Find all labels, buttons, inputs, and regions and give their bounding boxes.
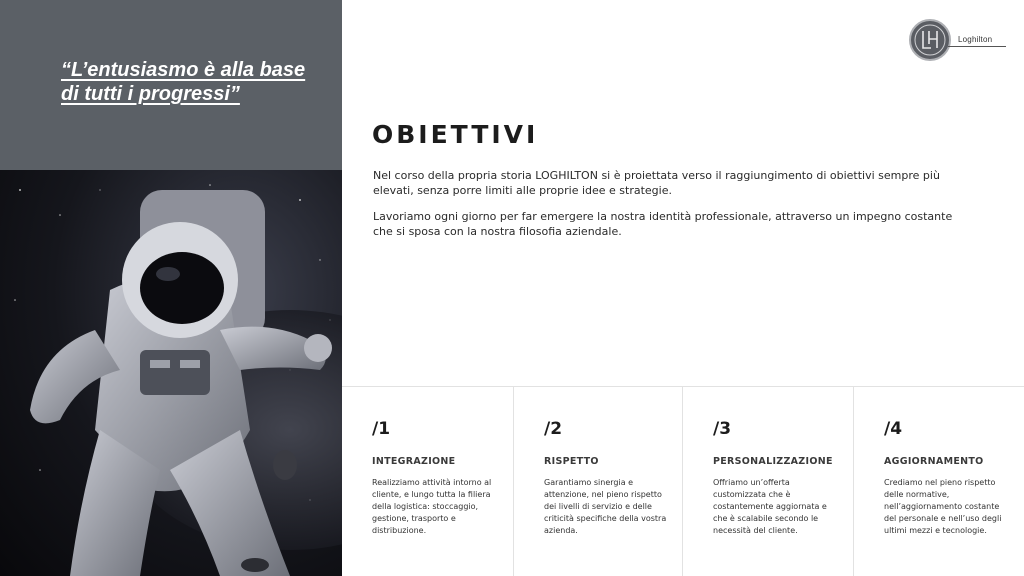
objectives-columns bbox=[342, 386, 1024, 576]
objective-heading: AGGIORNAMENTO bbox=[884, 456, 984, 467]
astronaut-illustration bbox=[0, 170, 342, 576]
quote-box bbox=[0, 0, 342, 170]
page-title: OBIETTIVI bbox=[372, 120, 539, 149]
objective-description: Offriamo un’offerta customizzata che è costantemente aggiornata e che è scalabile secondo le necessità del cliente. bbox=[713, 478, 827, 535]
quote-line-2: di tutti i progressi” bbox=[61, 83, 240, 105]
objective-heading: RISPETTO bbox=[544, 456, 599, 467]
left-panel bbox=[0, 0, 342, 576]
objective-heading: PERSONALIZZAZIONE bbox=[713, 456, 833, 467]
quote-text bbox=[61, 58, 311, 106]
objective-column-1 bbox=[342, 387, 513, 576]
objective-description: Crediamo nel pieno rispetto delle normative, nell’aggiornamento costante del personale e nell’uso degli ultimi mezzi e tecnologie. bbox=[884, 478, 1002, 535]
objective-column-3 bbox=[682, 387, 853, 576]
lh-monogram-icon bbox=[908, 18, 952, 62]
objective-number: /3 bbox=[713, 419, 732, 439]
objective-number: /2 bbox=[544, 419, 563, 439]
logo-text: Loghilton bbox=[958, 35, 993, 44]
objective-heading: INTEGRAZIONE bbox=[372, 456, 456, 467]
objective-description: Garantiamo sinergia e attenzione, nel pieno rispetto dei livelli di servizio e delle criticità specifiche della vostra azienda. bbox=[544, 478, 667, 535]
objective-description: Realizziamo attività intorno al cliente, e lungo tutta la filiera della logistica: stoccaggio, gestione, trasporto e distribuzione. bbox=[372, 478, 492, 535]
logo-underline bbox=[948, 46, 1006, 47]
objective-number: /1 bbox=[372, 419, 391, 439]
quote-line-1: “L’entusiasmo è alla base bbox=[61, 59, 306, 81]
objective-column-4 bbox=[853, 387, 1024, 576]
objective-number: /4 bbox=[884, 419, 903, 439]
objective-column-2 bbox=[513, 387, 682, 576]
intro-paragraph-1: Nel corso della propria storia LOGHILTON si è proiettata verso il raggiungimento di obiettivi sempre più elevati, senza porre limiti alle proprie idee e strategie. bbox=[373, 169, 940, 197]
intro-paragraph-2: Lavoriamo ogni giorno per far emergere la nostra identità professionale, attraverso un impegno costante che si sposa con la nostra filosofia aziendale. bbox=[373, 210, 953, 238]
astronaut-photo bbox=[0, 170, 342, 576]
